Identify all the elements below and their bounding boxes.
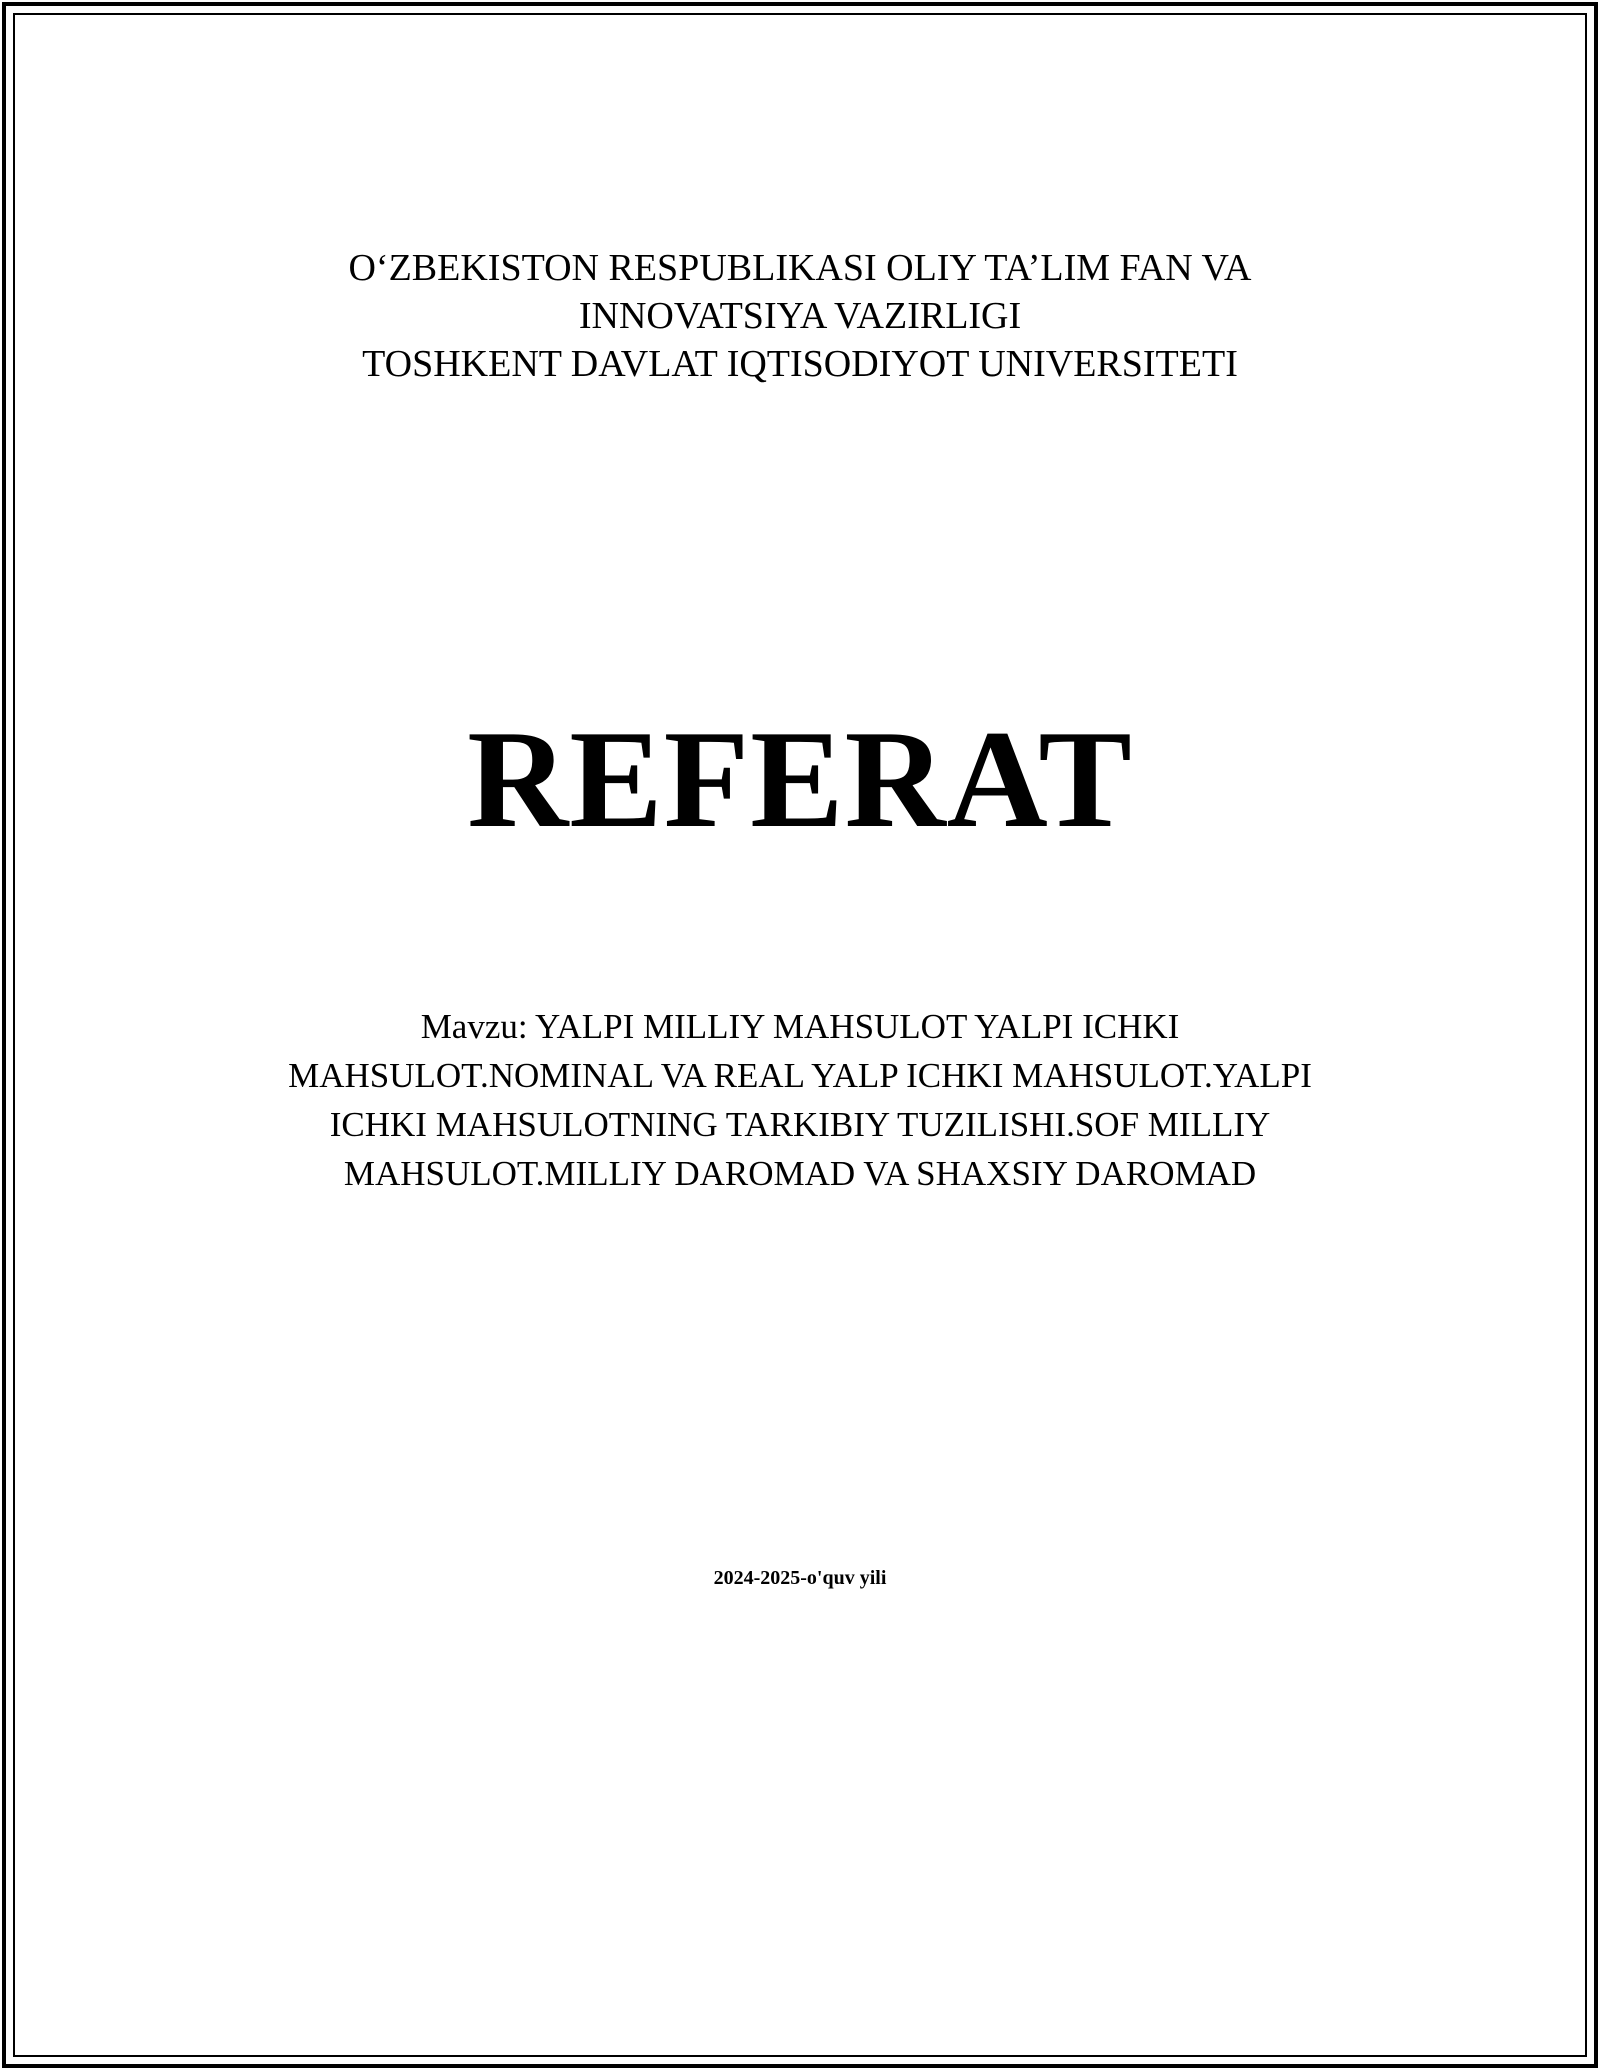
topic-line: MAHSULOT.MILLIY DAROMAD VA SHAXSIY DAROMAD [343,1154,1257,1193]
header-line-university: TOSHKENT DAVLAT IQTISODIYOT UNIVERSITETI [362,343,1238,385]
header-line-ministry: O‘ZBEKISTON RESPUBLIKASI OLIY TA’LIM FAN VA [348,247,1252,289]
academic-year: 2024-2025-o'quv yili [713,1567,887,1589]
document-title: REFERAT [467,702,1133,857]
topic-line: ICHKI MAHSULOTNING TARKIBIY TUZILISHI.SOF MILLIY [329,1105,1271,1144]
topic-line: MAHSULOT.NOMINAL VA REAL YALP ICHKI MAHSULOT.YALPI [288,1056,1312,1095]
ministry-header [0,244,1600,388]
topic-line: Mavzu: YALPI MILLIY MAHSULOT YALPI ICHKI [420,1007,1180,1046]
header-line-ministry-cont: INNOVATSIYA VAZIRLIGI [578,295,1022,337]
topic-block [0,1002,1600,1198]
